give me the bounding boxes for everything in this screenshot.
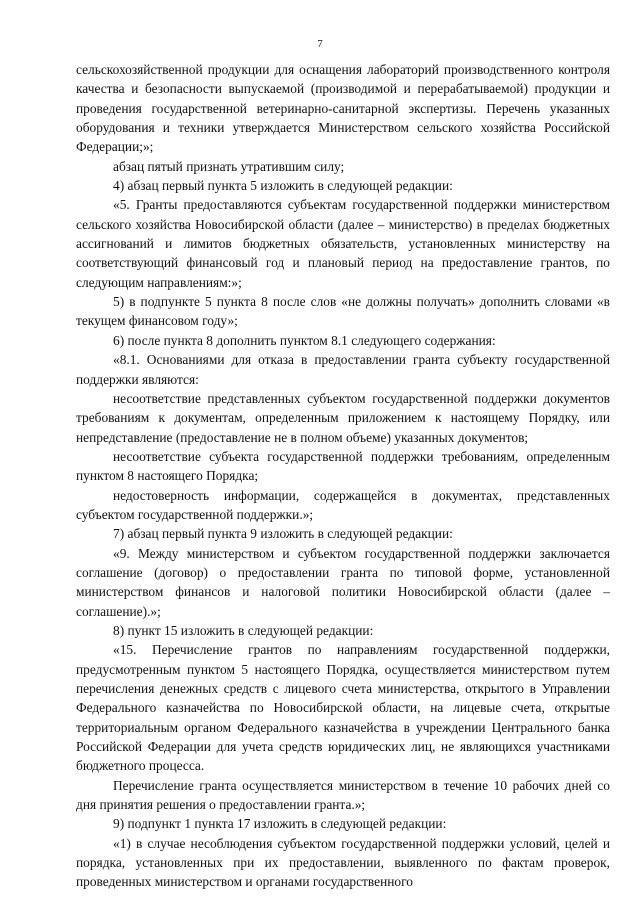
paragraph: 6) после пункта 8 дополнить пунктом 8.1 следующего содержания: xyxy=(113,332,496,348)
paragraph: сельскохозяйственной продукции для оснащения лабораторий производственного контроля качества и безопасности выпускаемой (производимой и перерабатываемой) продукции и проведения государственной ветеринарно-санитарной экспертизы. Перечень указанных оборудования и техники утверждается Министерством сельского хозяйства Российской Федерации;»; xyxy=(76,62,610,155)
paragraph: абзац пятый признать утратившим силу; xyxy=(113,158,345,174)
paragraph: «9. Между министерством и субъектом государственной поддержки заключается соглашение (договор) о предоставлении гранта по типовой форме, установленной министерством финансов и налоговой политики Новосибирской области (далее – соглашение).»; xyxy=(76,545,610,619)
paragraph: 9) подпункт 1 пункта 17 изложить в следующей редакции: xyxy=(113,816,447,832)
paragraph: «1) в случае несоблюдения субъектом государственной поддержки условий, целей и порядка, установленных при их предоставлении, выявленного по фактам проверок, проведенных министерством и органами государственного xyxy=(76,835,610,890)
paragraph: Перечисление гранта осуществляется министерством в течение 10 рабочих дней со дня принятия решения о предоставлении гранта.»; xyxy=(76,777,610,813)
paragraph: 4) абзац первый пункта 5 изложить в следующей редакции: xyxy=(113,178,453,194)
page-number: 7 xyxy=(317,38,323,50)
document-body xyxy=(76,60,610,892)
paragraph: несоответствие субъекта государственной поддержки требованиям, определенным пунктом 8 настоящего Порядка; xyxy=(76,448,610,484)
paragraph: «15. Перечисление грантов по направлениям государственной поддержки, предусмотренным пунктом 5 настоящего Порядка, осуществляется министерством путем перечисления денежных средств с лицевого счета министерства, открытого в Управлении Федерального казначейства по Новосибирской области, на лицевые счета, открытые территориальным органом Федерального казначейства в учреждении Центрального банка Российской Федерации для учета средств юридических лиц, не являющихся участниками бюджетного процесса. xyxy=(76,642,610,774)
paragraph: 8) пункт 15 изложить в следующей редакции: xyxy=(113,622,374,638)
paragraph: «8.1. Основаниями для отказа в предоставлении гранта субъекту государственной поддержки являются: xyxy=(76,352,610,387)
paragraph: 7) абзац первый пункта 9 изложить в следующей редакции: xyxy=(113,526,453,542)
paragraph: «5. Гранты предоставляются субъектам государственной поддержки министерством сельского хозяйства Новосибирской области (далее – министерство) в пределах бюджетных ассигнований и лимитов бюджетных обязательств, установленных министерству на соответствующий финансовый год и плановый период на предоставление грантов, по следующим направлениям:»; xyxy=(76,197,610,290)
paragraph: 5) в подпункте 5 пункта 8 после слов «не должны получать» дополнить словами «в текущем финансовом году»; xyxy=(76,294,610,329)
paragraph: несоответствие представленных субъектом государственной поддержки документов требованиям к документам, определенным приложением к настоящему Порядку, или непредставление (предоставление не в полном объеме) указанных документов; xyxy=(76,390,610,445)
paragraph: недостоверность информации, содержащейся в документах, представленных субъектом государственной поддержки.»; xyxy=(76,487,610,522)
